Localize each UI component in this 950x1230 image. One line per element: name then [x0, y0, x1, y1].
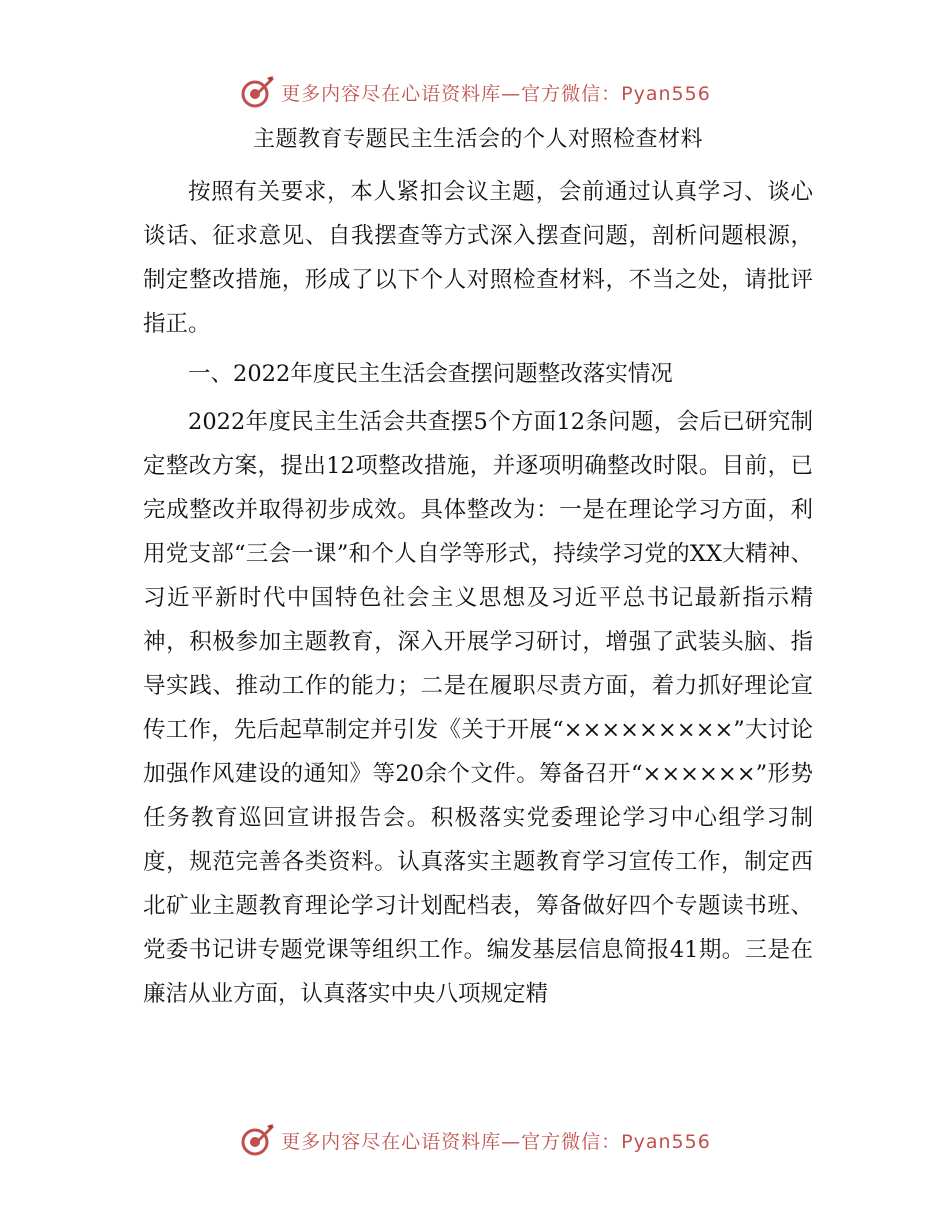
header-banner-text: 更多内容尽在心语资料库—官方微信：Pyan556	[281, 82, 711, 105]
intro-paragraph: 按照有关要求，本人紧扣会议主题，会前通过认真学习、谈心谈话、征求意见、自我摆查等方式深入摆查问题，剖析问题根源，制定整改措施，形成了以下个人对照检查材料，不当之处，请批评指正。	[143, 179, 813, 337]
header-banner	[0, 70, 950, 114]
document-body	[143, 118, 813, 1016]
quill-seal-logo-icon	[239, 1122, 275, 1158]
document-title: 主题教育专题民主生活会的个人对照检查材料	[252, 127, 703, 152]
section-heading-1: 一、2022年度民主生活会查摆问题整改落实情况	[188, 361, 673, 387]
section-1-body-paragraph: 2022年度民主生活会共查摆5个方面12条问题，会后已研究制定整改方案，提出12项整改措施，并逐项明确整改时限。目前，已完成整改并取得初步成效。具体整改为：一是在理论学习方面，利用党支部“三会一课”和个人自学等形式，持续学习党的XX大精神、习近平新时代中国特色社会主义思想及习近平总书记最新指示精神，积极参加主题教育，深入开展学习研讨，增强了武装头脑、指导实践、推动工作的能力；二是在履职尽责方面，着力抓好理论宣传工作，先后起草制定并引发《关于开展“×××××××××”大讨论加强作风建设的通知》等20余个文件。筹备召开“××××××”形势任务教育巡回宣讲报告会。积极落实党委理论学习中心组学习制度，规范完善各类资料。认真落实主题教育学习宣传工作，制定西北矿业主题教育理论学习计划配档表，筹备做好四个专题读书班、党委书记讲专题党课等组织工作。编发基层信息简报41期。三是在廉洁从业方面，认真落实中央八项规定精	[143, 409, 813, 1007]
quill-seal-logo-icon	[239, 74, 275, 110]
footer-banner	[0, 1118, 950, 1162]
footer-banner-text: 更多内容尽在心语资料库—官方微信：Pyan556	[281, 1130, 711, 1153]
